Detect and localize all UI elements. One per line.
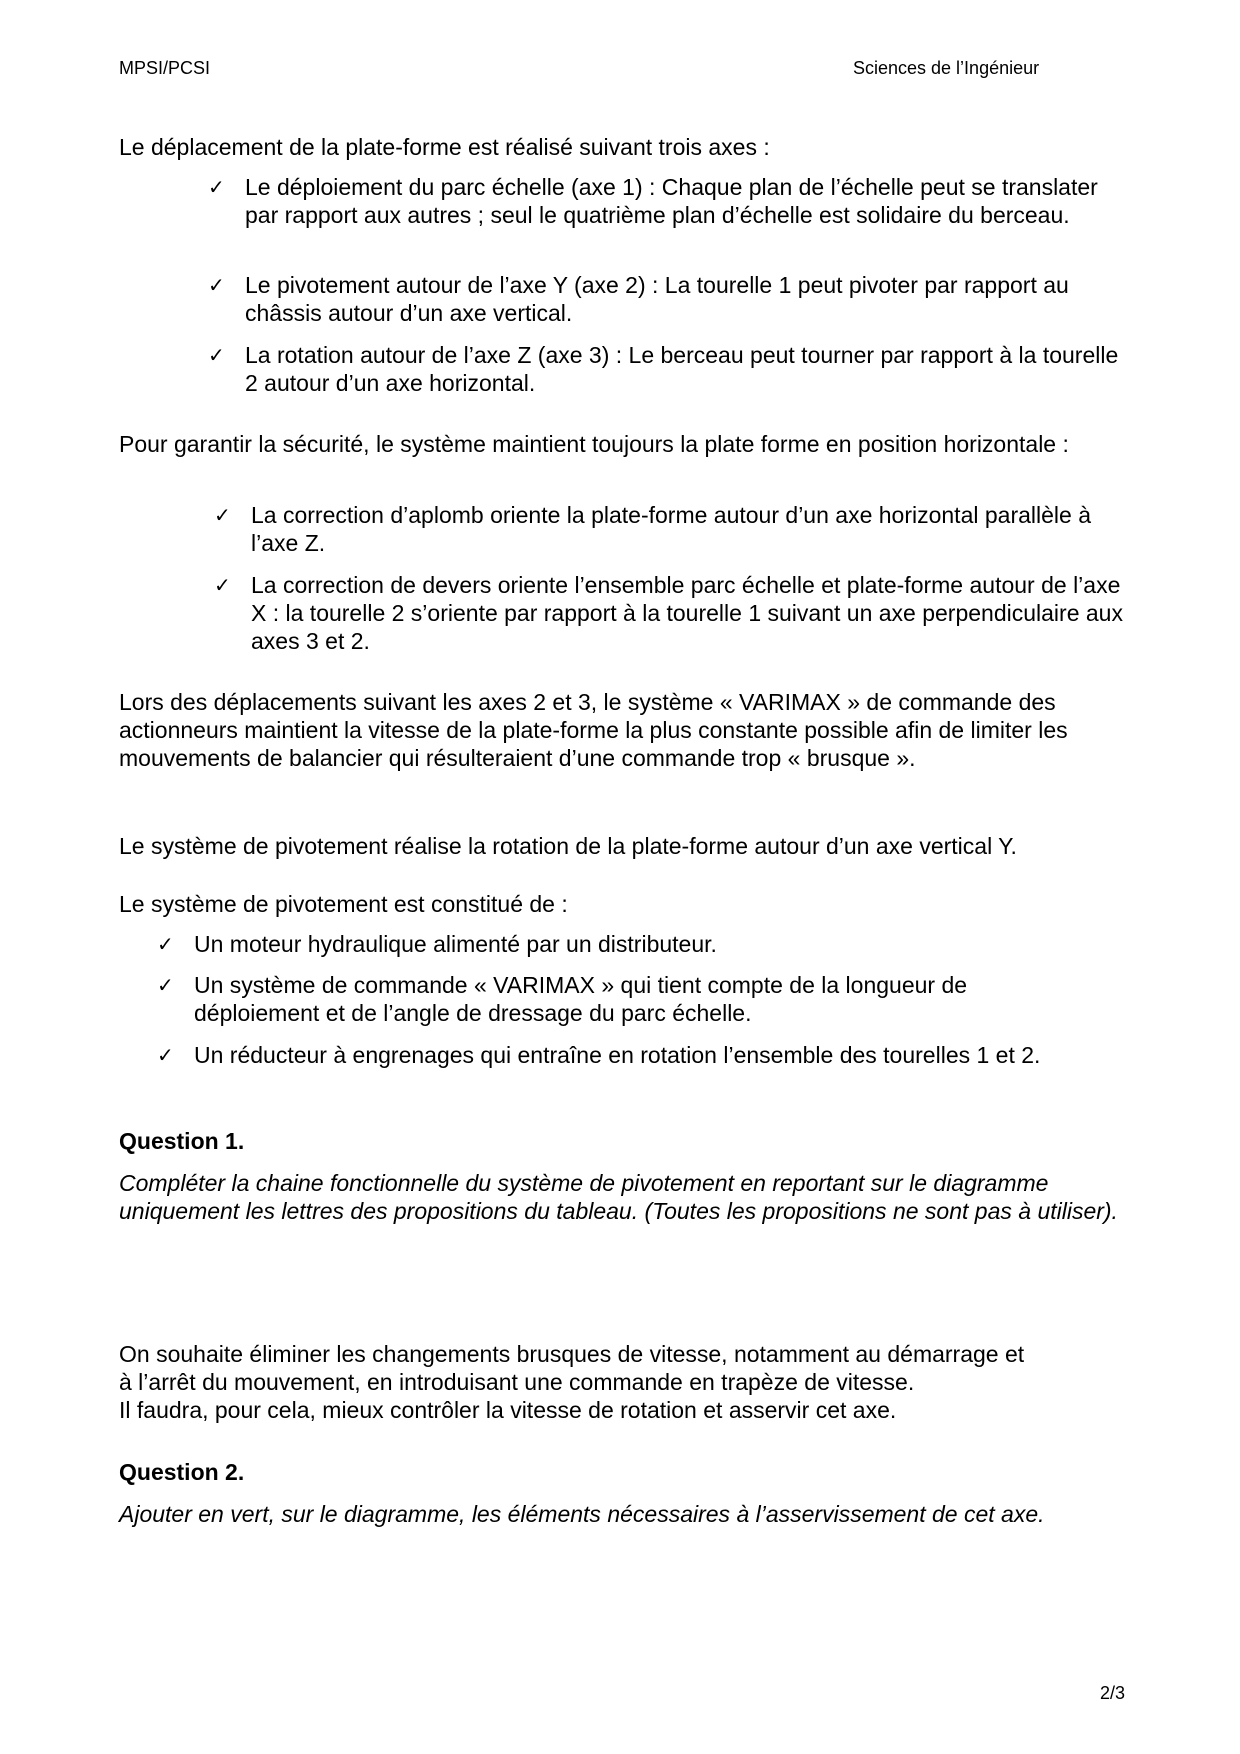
checkmark-icon: ✓ bbox=[157, 1043, 174, 1067]
intro-paragraph: Le déplacement de la plate-forme est réalisé suivant trois axes : bbox=[119, 134, 770, 160]
list-item bbox=[214, 501, 1125, 557]
list-item bbox=[214, 571, 1125, 655]
objective-line-2: à l’arrêt du mouvement, en introduisant une commande en trapèze de vitesse. bbox=[119, 1369, 915, 1395]
checkmark-icon: ✓ bbox=[208, 273, 225, 297]
checkmark-icon: ✓ bbox=[214, 503, 231, 527]
list-item bbox=[208, 341, 1125, 397]
list-item bbox=[157, 930, 1134, 958]
objective-line-3: Il faudra, pour cela, mieux contrôler la vitesse de rotation et asservir cet axe. bbox=[119, 1397, 897, 1423]
checkmark-icon: ✓ bbox=[208, 175, 225, 199]
varimax-paragraph: Lors des déplacements suivant les axes 2 et 3, le système « VARIMAX » de commande des actionneurs maintient la vitesse de la plate-forme la plus constante possible afin de limiter les mouvements de balancier qui résulteraient d’une commande trop « brusque ». bbox=[119, 689, 1068, 771]
list-item-text: La correction de devers oriente l’ensemble parc échelle et plate-forme autour de l’axe X : la tourelle 2 s’oriente par rapport à la tourelle 1 suivant un axe perpendiculaire aux axes 3 et 2. bbox=[251, 572, 1123, 654]
question-1-text: Compléter la chaine fonctionnelle du système de pivotement en reportant sur le diagramme uniquement les lettres des propositions du tableau. (Toutes les propositions ne sont pas à utiliser). bbox=[119, 1170, 1118, 1224]
security-paragraph: Pour garantir la sécurité, le système maintient toujours la plate forme en position horizontale : bbox=[119, 431, 1069, 457]
checkmark-icon: ✓ bbox=[157, 932, 174, 956]
list-item bbox=[208, 271, 1125, 327]
pivot-paragraph: Le système de pivotement réalise la rotation de la plate-forme autour d’un axe vertical Y. bbox=[119, 833, 1017, 859]
list-item-text: Un réducteur à engrenages qui entraîne en rotation l’ensemble des tourelles 1 et 2. bbox=[194, 1042, 1041, 1068]
question-2-text: Ajouter en vert, sur le diagramme, les éléments nécessaires à l’asservissement de cet axe. bbox=[119, 1501, 1045, 1527]
composition-paragraph: Le système de pivotement est constitué de : bbox=[119, 891, 568, 917]
list-item-text: Un système de commande « VARIMAX » qui tient compte de la longueur de déploiement et de l’angle de dressage du parc échelle. bbox=[194, 972, 968, 1026]
list-item-text: Un moteur hydraulique alimenté par un distributeur. bbox=[194, 931, 717, 957]
question-1-title: Question 1. bbox=[119, 1128, 245, 1154]
list-item-text: La correction d’aplomb oriente la plate-forme autour d’un axe horizontal parallèle à l’axe Z. bbox=[251, 502, 1091, 556]
list-item bbox=[208, 173, 1125, 229]
header-left: MPSI/PCSI bbox=[119, 58, 211, 78]
checkmark-icon: ✓ bbox=[208, 343, 225, 367]
list-item-text: Le pivotement autour de l’axe Y (axe 2) : La tourelle 1 peut pivoter par rapport au châssis autour d’un axe vertical. bbox=[245, 272, 1069, 326]
objective-line-1: On souhaite éliminer les changements brusques de vitesse, notamment au démarrage et bbox=[119, 1341, 1025, 1367]
list-item-text: Le déploiement du parc échelle (axe 1) : Chaque plan de l’échelle peut se translater par rapport aux autres ; seul le quatrième plan d’échelle est solidaire du berceau. bbox=[245, 174, 1098, 228]
checkmark-icon: ✓ bbox=[214, 573, 231, 597]
list-item bbox=[157, 971, 1094, 1027]
page-number: 2/3 bbox=[1100, 1683, 1126, 1703]
list-item-text: La rotation autour de l’axe Z (axe 3) : Le berceau peut tourner par rapport à la tourelle 2 autour d’un axe horizontal. bbox=[245, 342, 1119, 396]
list-item bbox=[157, 1041, 1134, 1069]
question-2-title: Question 2. bbox=[119, 1459, 245, 1485]
header-right: Sciences de l’Ingénieur bbox=[853, 58, 1040, 78]
checkmark-icon: ✓ bbox=[157, 973, 174, 997]
